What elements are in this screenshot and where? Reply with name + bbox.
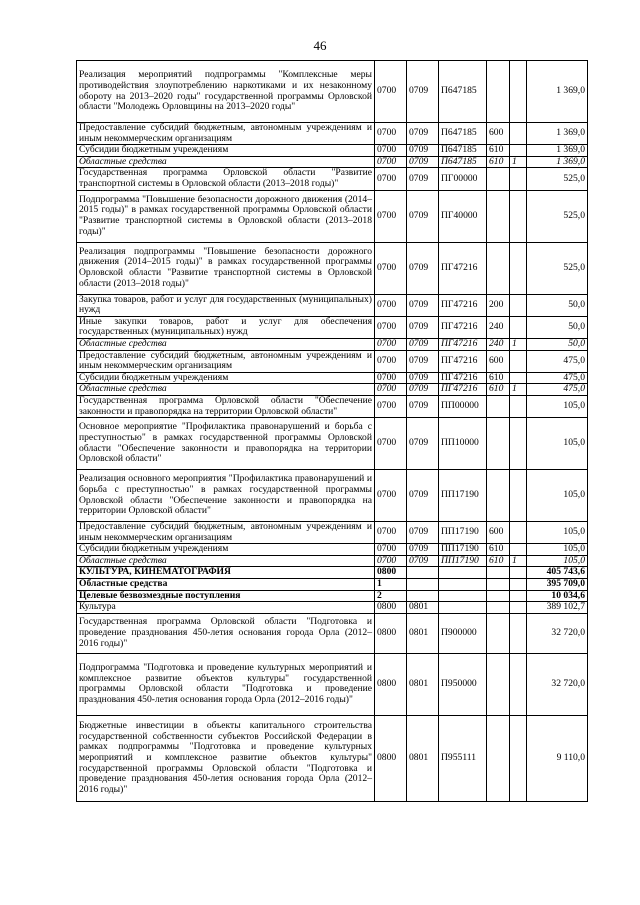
section-code: 0700: [375, 168, 407, 190]
expense-type-code: 600: [487, 350, 510, 372]
table-row: [77, 61, 588, 123]
funding-source-code: 1: [510, 338, 527, 350]
subsection-code: 0801: [407, 613, 439, 653]
section-code: 0700: [375, 190, 407, 242]
expense-type-code: [487, 590, 510, 602]
expense-type-code: [487, 613, 510, 653]
funding-source-code: 1: [510, 555, 527, 567]
table-row: [77, 555, 588, 567]
amount: 1 369,0: [527, 61, 588, 123]
table-row: [77, 372, 588, 384]
target-article-code: П647185: [439, 123, 487, 145]
table-row: [77, 567, 588, 579]
amount: 105,0: [527, 418, 588, 470]
expense-type-code: [487, 567, 510, 579]
page-number: 46: [313, 38, 327, 53]
target-article-code: [439, 590, 487, 602]
target-article-code: П900000: [439, 613, 487, 653]
expense-type-code: 610: [487, 372, 510, 384]
funding-source-code: [510, 522, 527, 544]
row-name: Подпрограмма "Подготовка и проведение культурных мероприятий и комплексное развитие объектов культуры" государственной программы Орловской области "Подготовка и проведение празднования 450-летия основания города Орла (2012–2016 годы)": [77, 653, 375, 715]
table-row: [77, 395, 588, 417]
funding-source-code: [510, 372, 527, 384]
table-row: [77, 470, 588, 522]
section-code: 0700: [375, 294, 407, 316]
expense-type-code: [487, 190, 510, 242]
target-article-code: П647185: [439, 145, 487, 157]
table-row: [77, 123, 588, 145]
expense-type-code: [487, 395, 510, 417]
target-article-code: П647185: [439, 156, 487, 168]
subsection-code: 0709: [407, 294, 439, 316]
section-code: 0700: [375, 544, 407, 556]
funding-source-code: [510, 579, 527, 591]
subsection-code: 0709: [407, 190, 439, 242]
table-row: [77, 544, 588, 556]
amount: 525,0: [527, 242, 588, 294]
expense-type-code: 610: [487, 384, 510, 396]
row-name: Реализация основного мероприятия "Профилактика правонарушений и борьба с преступностью" в рамках государственной программы Орловской области "Обеспечение законности и правопорядка на территории Орловской области": [77, 470, 375, 522]
row-name: Субсидии бюджетным учреждениям: [77, 544, 375, 556]
section-code: 0700: [375, 522, 407, 544]
funding-source-code: [510, 613, 527, 653]
target-article-code: ПГ00000: [439, 168, 487, 190]
amount: 405 743,6: [527, 567, 588, 579]
expense-type-code: 600: [487, 123, 510, 145]
funding-source-code: [510, 602, 527, 614]
subsection-code: 0801: [407, 602, 439, 614]
subsection-code: [407, 590, 439, 602]
expense-type-code: 610: [487, 555, 510, 567]
section-code: 0700: [375, 470, 407, 522]
subsection-code: [407, 579, 439, 591]
amount: 525,0: [527, 190, 588, 242]
target-article-code: ПГ47216: [439, 338, 487, 350]
amount: 32 720,0: [527, 653, 588, 715]
target-article-code: ПП17190: [439, 555, 487, 567]
row-name: Реализация подпрограммы "Повышение безопасности дорожного движения (2014–2015 годы)" в рамках государственной программы Орловской области "Развитие транспортной системы в Орловской области (2013–2018 годы)": [77, 242, 375, 294]
amount: 50,0: [527, 316, 588, 338]
target-article-code: ПП17190: [439, 522, 487, 544]
row-name: Бюджетные инвестиции в объекты капитального строительства государственной собственности субъектов Российской Федерации в рамках подпрограммы "Подготовка и проведение культурных мероприятий и комплексное развитие объектов культуры" государственной программы Орловской области "Подготовка и проведение празднования 450-летия основания города Орла (2012–2016 годы)": [77, 715, 375, 801]
amount: 525,0: [527, 168, 588, 190]
target-article-code: П950000: [439, 653, 487, 715]
table-row: [77, 590, 588, 602]
expense-type-code: 610: [487, 544, 510, 556]
amount: 50,0: [527, 338, 588, 350]
table-row: [77, 715, 588, 801]
section-code: 2: [375, 590, 407, 602]
section-code: 0800: [375, 602, 407, 614]
funding-source-code: 1: [510, 156, 527, 168]
row-name: Областные средства: [77, 156, 375, 168]
table-row: [77, 338, 588, 350]
funding-source-code: [510, 590, 527, 602]
target-article-code: ПП17190: [439, 470, 487, 522]
row-name: Областные средства: [77, 555, 375, 567]
table-row: [77, 145, 588, 157]
amount: 475,0: [527, 350, 588, 372]
amount: 1 369,0: [527, 123, 588, 145]
section-code: 0800: [375, 613, 407, 653]
funding-source-code: [510, 123, 527, 145]
row-name: Субсидии бюджетным учреждениям: [77, 372, 375, 384]
table-row: [77, 190, 588, 242]
funding-source-code: [510, 294, 527, 316]
target-article-code: ПГ47216: [439, 242, 487, 294]
expense-type-code: [487, 61, 510, 123]
funding-source-code: [510, 395, 527, 417]
subsection-code: 0801: [407, 715, 439, 801]
expense-type-code: [487, 715, 510, 801]
expense-type-code: [487, 168, 510, 190]
subsection-code: 0709: [407, 470, 439, 522]
funding-source-code: [510, 567, 527, 579]
table-row: [77, 350, 588, 372]
section-code: 0700: [375, 350, 407, 372]
subsection-code: 0709: [407, 145, 439, 157]
amount: 105,0: [527, 555, 588, 567]
subsection-code: 0709: [407, 350, 439, 372]
table-row: [77, 242, 588, 294]
section-code: 0700: [375, 555, 407, 567]
expense-type-code: [487, 242, 510, 294]
row-name: Областные средства: [77, 579, 375, 591]
funding-source-code: 1: [510, 384, 527, 396]
expense-type-code: 240: [487, 338, 510, 350]
expense-type-code: 610: [487, 156, 510, 168]
amount: 50,0: [527, 294, 588, 316]
target-article-code: ПГ47216: [439, 384, 487, 396]
funding-source-code: [510, 145, 527, 157]
funding-source-code: [510, 715, 527, 801]
subsection-code: 0709: [407, 372, 439, 384]
subsection-code: 0709: [407, 156, 439, 168]
subsection-code: 0709: [407, 123, 439, 145]
row-name: Субсидии бюджетным учреждениям: [77, 145, 375, 157]
section-code: 0700: [375, 395, 407, 417]
section-code: 0700: [375, 242, 407, 294]
funding-source-code: [510, 350, 527, 372]
expense-type-code: [487, 653, 510, 715]
subsection-code: [407, 567, 439, 579]
table-row: [77, 653, 588, 715]
amount: 1 369,0: [527, 156, 588, 168]
target-article-code: П955111: [439, 715, 487, 801]
amount: 395 709,0: [527, 579, 588, 591]
amount: 1 369,0: [527, 145, 588, 157]
table-row: [77, 602, 588, 614]
amount: 475,0: [527, 372, 588, 384]
table-row: [77, 294, 588, 316]
amount: 10 034,6: [527, 590, 588, 602]
row-name: Государственная программа Орловской области "Развитие транспортной системы в Орловской области (2013–2018 годы)": [77, 168, 375, 190]
subsection-code: 0709: [407, 168, 439, 190]
row-name: Государственная программа Орловской области "Подготовка и проведение празднования 450-летия основания города Орла (2012–2016 годы)": [77, 613, 375, 653]
amount: 389 102,7: [527, 602, 588, 614]
target-article-code: ПГ47216: [439, 294, 487, 316]
amount: 105,0: [527, 395, 588, 417]
target-article-code: ПГ47216: [439, 372, 487, 384]
target-article-code: [439, 567, 487, 579]
expense-type-code: [487, 470, 510, 522]
row-name: Иные закупки товаров, работ и услуг для обеспечения государственных (муниципальных) нужд: [77, 316, 375, 338]
subsection-code: 0709: [407, 338, 439, 350]
section-code: 0700: [375, 372, 407, 384]
budget-table: [76, 60, 588, 802]
target-article-code: ПП10000: [439, 418, 487, 470]
target-article-code: П647185: [439, 61, 487, 123]
amount: 105,0: [527, 470, 588, 522]
table-row: [77, 316, 588, 338]
funding-source-code: [510, 544, 527, 556]
amount: 32 720,0: [527, 613, 588, 653]
row-name: Целевые безвозмездные поступления: [77, 590, 375, 602]
section-code: 0700: [375, 123, 407, 145]
section-code: 0800: [375, 653, 407, 715]
row-name: КУЛЬТУРА, КИНЕМАТОГРАФИЯ: [77, 567, 375, 579]
target-article-code: [439, 579, 487, 591]
row-name: Закупка товаров, работ и услуг для государственных (муниципальных) нужд: [77, 294, 375, 316]
subsection-code: 0709: [407, 418, 439, 470]
table-row: [77, 613, 588, 653]
expense-type-code: [487, 602, 510, 614]
section-code: 0700: [375, 338, 407, 350]
section-code: 0700: [375, 384, 407, 396]
row-name: Предоставление субсидий бюджетным, автономным учреждениям и иным некоммерческим организациям: [77, 350, 375, 372]
section-code: 0700: [375, 156, 407, 168]
section-code: 0800: [375, 567, 407, 579]
expense-type-code: [487, 418, 510, 470]
target-article-code: ПП17190: [439, 544, 487, 556]
subsection-code: 0709: [407, 522, 439, 544]
row-name: Культура: [77, 602, 375, 614]
subsection-code: 0801: [407, 653, 439, 715]
section-code: 0700: [375, 145, 407, 157]
subsection-code: 0709: [407, 384, 439, 396]
expense-type-code: 240: [487, 316, 510, 338]
section-code: 0700: [375, 61, 407, 123]
target-article-code: [439, 602, 487, 614]
subsection-code: 0709: [407, 316, 439, 338]
table-row: [77, 418, 588, 470]
table-row: [77, 384, 588, 396]
amount: 475,0: [527, 384, 588, 396]
section-code: 0700: [375, 316, 407, 338]
section-code: 0700: [375, 418, 407, 470]
amount: 105,0: [527, 544, 588, 556]
subsection-code: 0709: [407, 544, 439, 556]
expense-type-code: 600: [487, 522, 510, 544]
subsection-code: 0709: [407, 395, 439, 417]
funding-source-code: [510, 168, 527, 190]
target-article-code: ПГ47216: [439, 316, 487, 338]
section-code: 0800: [375, 715, 407, 801]
table-row: [77, 156, 588, 168]
amount: 105,0: [527, 522, 588, 544]
amount: 9 110,0: [527, 715, 588, 801]
expense-type-code: [487, 579, 510, 591]
row-name: Основное мероприятие "Профилактика правонарушений и борьба с преступностью" в рамках государственной программы Орловской области "Обеспечение законности и правопорядка на территории Орловской области": [77, 418, 375, 470]
table-row: [77, 522, 588, 544]
table-row: [77, 168, 588, 190]
row-name: Предоставление субсидий бюджетным, автономным учреждениям и иным некоммерческим организациям: [77, 123, 375, 145]
subsection-code: 0709: [407, 555, 439, 567]
funding-source-code: [510, 418, 527, 470]
row-name: Реализация мероприятий подпрограммы "Комплексные меры противодействия злоупотреблению наркотиками и их незаконному обороту на 2013–2020 годы" государственной программы Орловской области "Молодежь Орловщины на 2013–2020 годы": [77, 61, 375, 123]
funding-source-code: [510, 316, 527, 338]
row-name: Государственная программа Орловской области "Обеспечение законности и правопорядка на территории Орловской области": [77, 395, 375, 417]
subsection-code: 0709: [407, 61, 439, 123]
table-row: [77, 579, 588, 591]
subsection-code: 0709: [407, 242, 439, 294]
target-article-code: ПП00000: [439, 395, 487, 417]
row-name: Предоставление субсидий бюджетным, автономным учреждениям и иным некоммерческим организациям: [77, 522, 375, 544]
target-article-code: ПГ40000: [439, 190, 487, 242]
row-name: Областные средства: [77, 384, 375, 396]
funding-source-code: [510, 470, 527, 522]
row-name: Областные средства: [77, 338, 375, 350]
row-name: Подпрограмма "Повышение безопасности дорожного движения (2014–2015 годы)" в рамках государственной программы Орловской области "Развитие транспортной системы в Орловской области (2013–2018 годы)": [77, 190, 375, 242]
funding-source-code: [510, 61, 527, 123]
expense-type-code: 200: [487, 294, 510, 316]
funding-source-code: [510, 190, 527, 242]
section-code: 1: [375, 579, 407, 591]
funding-source-code: [510, 653, 527, 715]
expense-type-code: 610: [487, 145, 510, 157]
target-article-code: ПГ47216: [439, 350, 487, 372]
funding-source-code: [510, 242, 527, 294]
